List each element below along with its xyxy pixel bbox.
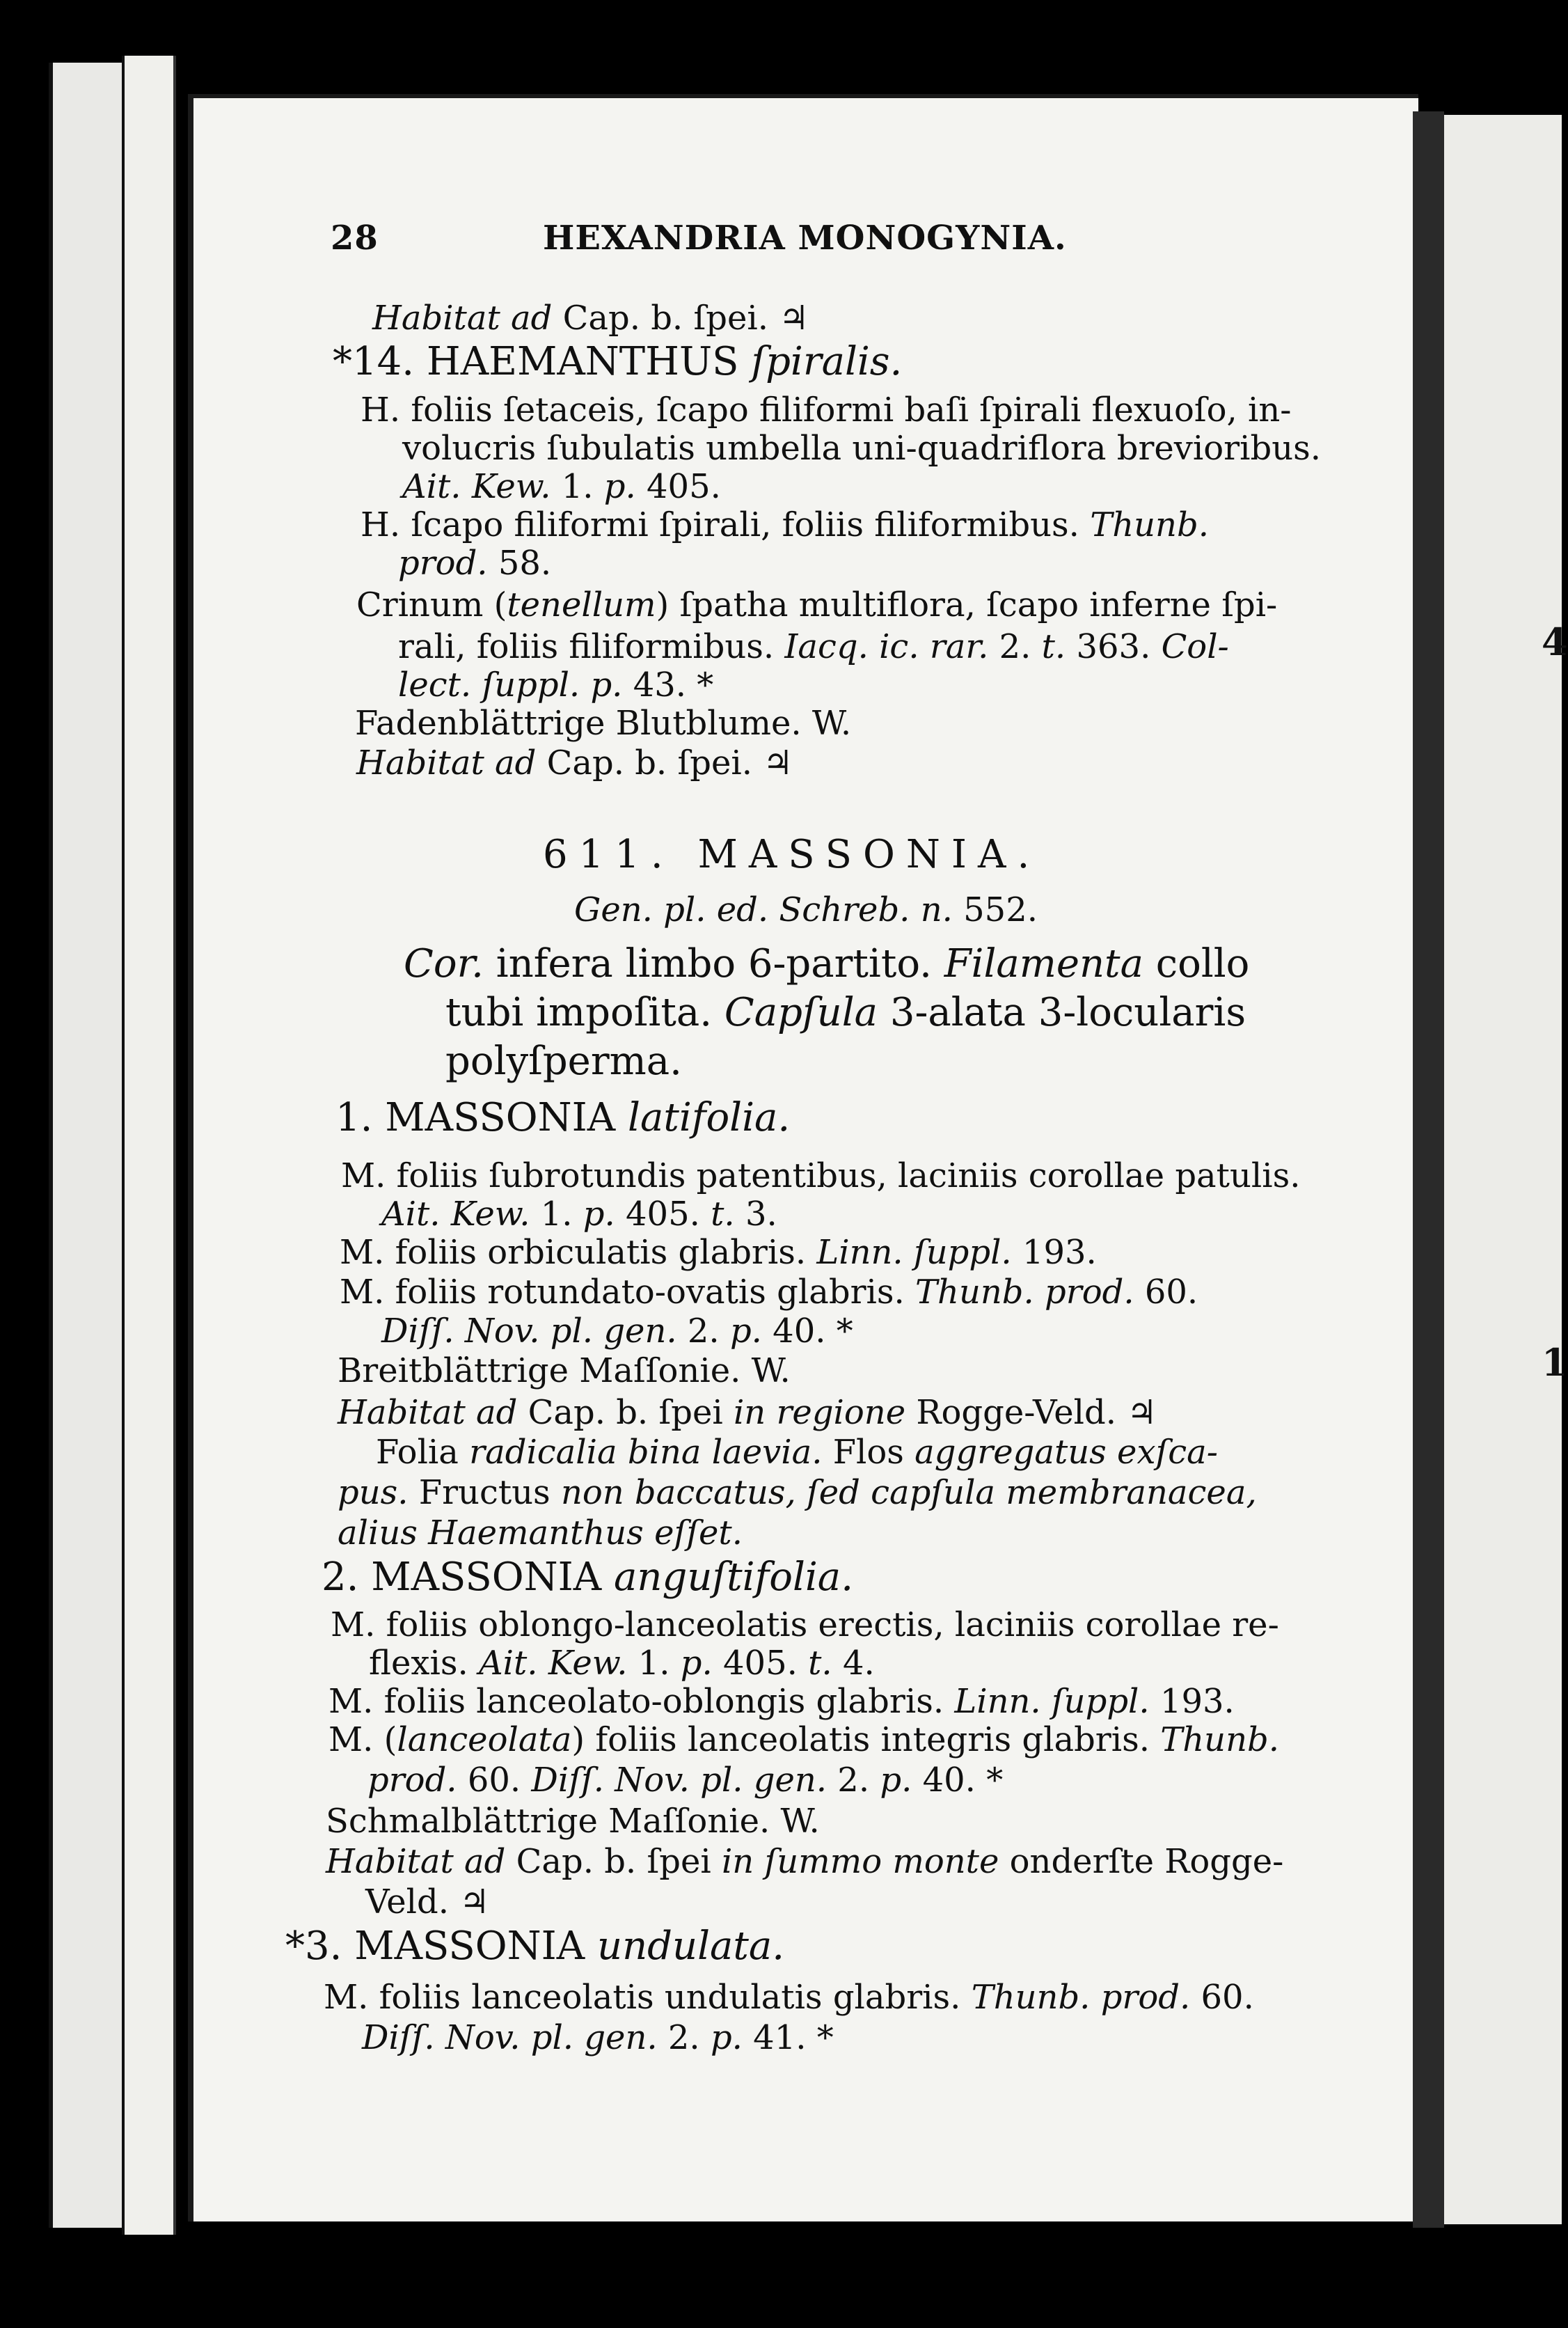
roman-run: Crinum ( <box>356 585 507 624</box>
roman-run: Fadenblättrige Blutblume. W. <box>355 704 852 743</box>
roman-run: rali, foliis filiformibus. <box>398 627 785 666</box>
text-line <box>398 544 552 583</box>
species-heading <box>322 1555 853 1600</box>
text-line <box>328 1682 1235 1721</box>
italic-run: Thunb. prod. <box>971 1978 1191 2017</box>
italic-run: p. <box>710 2018 743 2057</box>
roman-run: Cap. b. ſpei. ♃ <box>536 744 793 782</box>
italic-run: Thunb. <box>1090 505 1209 544</box>
italic-run: Linn. ſuppl. <box>954 1682 1150 1721</box>
roman-run: 43. * <box>622 666 714 705</box>
genus-reference <box>574 890 1038 929</box>
roman-run: Rogge-Veld. ♃ <box>905 1393 1157 1432</box>
italic-run: p. <box>603 467 636 506</box>
italic-run: Iacq. ic. rar. <box>784 627 989 666</box>
roman-run: 2. MASSONIA <box>322 1555 615 1600</box>
italic-run: Habitat ad <box>372 299 553 338</box>
text-line <box>361 391 1292 430</box>
italic-run: Ait. Kew. <box>479 1644 628 1683</box>
genus-character <box>445 990 1246 1035</box>
roman-run: 611. MASSONIA. <box>543 832 1041 877</box>
italic-run: alius Haemanthus eſſet. <box>338 1513 743 1552</box>
roman-run: 60. <box>1134 1273 1198 1312</box>
text-line <box>367 1761 1004 1800</box>
italic-run: Cor. <box>404 941 484 986</box>
roman-run: 58. <box>487 544 552 583</box>
roman-run: M. foliis rotundato-ovatis glabris. <box>340 1273 916 1312</box>
italic-run: p. <box>680 1644 713 1683</box>
italic-run: Habitat ad <box>326 1842 506 1881</box>
roman-run: 405. <box>635 467 721 506</box>
roman-run: ) foliis lanceolatis integris glabris. <box>571 1720 1161 1759</box>
species-heading <box>333 339 903 384</box>
roman-run: 2. <box>657 2018 711 2057</box>
italic-run: prod. <box>398 544 488 583</box>
text-line <box>365 1882 490 1921</box>
text-line <box>340 1233 1097 1272</box>
text-line <box>356 746 793 780</box>
roman-run: 1. <box>627 1644 681 1683</box>
roman-run: M. ( <box>328 1720 397 1759</box>
text-line <box>338 1513 743 1552</box>
roman-run: 2. <box>827 1761 880 1800</box>
roman-run: M. foliis oblongo-lanceolatis erectis, laciniis corollae re- <box>331 1605 1279 1644</box>
italic-run: Habitat ad <box>338 1393 518 1432</box>
italic-run: Diſſ. Nov. pl. gen. <box>381 1312 677 1351</box>
italic-run: Gen. pl. ed. Schreb. n. <box>574 890 953 929</box>
italic-run: Capſula <box>724 990 878 1035</box>
text-line <box>338 1393 1157 1432</box>
italic-run: latifolia. <box>628 1095 791 1140</box>
roman-run: *3. MASSONIA <box>285 1924 598 1969</box>
roman-run: M. foliis ſubrotundis patentibus, laciniis corollae patulis. <box>341 1156 1301 1195</box>
roman-run: flexis. <box>369 1644 479 1683</box>
roman-run: 193. <box>1149 1682 1235 1721</box>
roman-run: ) ſpatha multiflora, ſcapo inferne ſpi- <box>656 585 1278 624</box>
italic-run: p. <box>880 1761 912 1800</box>
italic-run: Ait. Kew. <box>381 1195 530 1234</box>
roman-run: onderſte Rogge- <box>999 1842 1284 1881</box>
running-title: HEXANDRIA MONOGYNIA. <box>543 219 1067 258</box>
roman-run: volucris ſubulatis umbella uni-quadriflora brevioribus. <box>402 429 1321 468</box>
roman-run: M. foliis orbiculatis glabris. <box>340 1233 817 1272</box>
text-line <box>398 666 714 705</box>
text-line <box>398 627 1229 666</box>
text-line <box>338 1351 791 1390</box>
roman-run: Veld. ♃ <box>365 1882 490 1921</box>
text-line <box>331 1605 1279 1644</box>
roman-run: 4. <box>832 1644 875 1683</box>
text-line <box>326 1842 1284 1881</box>
roman-run: Schmalblättrige Maſſonie. W. <box>326 1802 820 1841</box>
roman-run: H. ſcapo filiformi ſpirali, foliis filiformibus. <box>361 505 1091 544</box>
italic-run: aggregatus exſca- <box>914 1433 1218 1472</box>
italic-run: Thunb. <box>1160 1720 1279 1759</box>
italic-run: Linn. ſuppl. <box>816 1233 1012 1272</box>
text-line <box>338 1473 1257 1512</box>
text-line <box>324 1978 1254 2017</box>
roman-run: 2. <box>676 1312 730 1351</box>
roman-run: Breitblättrige Maſſonie. W. <box>338 1351 791 1390</box>
roman-run: H. foliis ſetaceis, ſcapo filiformi baſi ſpirali flexuoſo, in- <box>361 391 1292 430</box>
roman-run: 405. <box>712 1644 809 1683</box>
roman-run: M. foliis lanceolato-oblongis glabris. <box>328 1682 955 1721</box>
genus-character <box>445 1039 682 1084</box>
text-line <box>355 704 852 743</box>
roman-run: 2. <box>988 627 1042 666</box>
italic-run: pus. <box>338 1473 409 1512</box>
text-line <box>326 1802 820 1841</box>
roman-run: 60. <box>1190 1978 1254 2017</box>
italic-run: lect. ſuppl. p. <box>398 666 623 705</box>
roman-run: infera limbo 6-partito. <box>483 941 944 986</box>
roman-run: 363. <box>1066 627 1162 666</box>
roman-run: Cap. b. ſpei <box>517 1393 734 1432</box>
roman-run: 3-alata 3-locularis <box>878 990 1246 1035</box>
text-line <box>341 1156 1301 1195</box>
genus-heading <box>543 832 1041 877</box>
italic-run: lanceolata <box>397 1720 572 1759</box>
roman-run: *14. HAEMANTHUS <box>333 339 752 384</box>
italic-run: in ſummo monte <box>721 1842 999 1881</box>
text-line <box>356 585 1278 624</box>
italic-run: p. <box>729 1312 762 1351</box>
italic-run: Filamenta <box>944 941 1143 986</box>
roman-run: 60. <box>457 1761 532 1800</box>
italic-run: Thunb. prod. <box>915 1273 1134 1312</box>
text-line <box>369 1644 875 1683</box>
roman-run: 41. * <box>742 2018 834 2057</box>
italic-run: Col- <box>1161 627 1229 666</box>
roman-run: 552. <box>952 890 1038 929</box>
roman-run: tubi impoſita. <box>445 990 724 1035</box>
italic-run: ſpiralis. <box>751 339 903 384</box>
roman-run: Folia <box>376 1433 470 1472</box>
text-line <box>381 1312 853 1351</box>
roman-run: 1. <box>551 467 604 506</box>
text-line <box>402 467 721 506</box>
italic-run: t. <box>808 1644 832 1683</box>
roman-run: collo <box>1143 941 1250 986</box>
roman-run: M. foliis lanceolatis undulatis glabris. <box>324 1978 972 2017</box>
italic-run: Ait. Kew. <box>402 467 551 506</box>
italic-run: p. <box>583 1195 615 1234</box>
text-line <box>340 1273 1198 1312</box>
text-line <box>376 1433 1218 1472</box>
roman-run: 405. <box>615 1195 711 1234</box>
italic-run: anguſtifolia. <box>614 1555 853 1600</box>
italic-run: in regione <box>733 1393 906 1432</box>
roman-run: 3. <box>734 1195 777 1234</box>
italic-run: Diſſ. Nov. pl. gen. <box>531 1761 827 1800</box>
italic-run: tenellum <box>507 585 656 624</box>
italic-run: undulata. <box>597 1924 785 1969</box>
species-heading <box>285 1924 785 1969</box>
italic-run: t. <box>711 1195 735 1234</box>
roman-run: 1. <box>530 1195 583 1234</box>
facing-page-fragment: 4 <box>1542 620 1568 664</box>
italic-run: non baccatus, ſed capſula membranacea, <box>560 1473 1257 1512</box>
roman-run: 40. * <box>761 1312 853 1351</box>
genus-character <box>404 941 1250 986</box>
text-line <box>328 1720 1279 1759</box>
page-number: 28 <box>331 219 379 258</box>
italic-run: radicalia bina laevia. <box>469 1433 823 1472</box>
text-line <box>372 299 809 338</box>
text-line <box>361 505 1209 544</box>
italic-run: prod. <box>367 1761 457 1800</box>
roman-run: 193. <box>1011 1233 1097 1272</box>
facing-page-fragment: 1 <box>1542 1340 1568 1385</box>
text-line <box>362 2018 834 2057</box>
species-heading <box>335 1095 791 1140</box>
roman-run: polyſperma. <box>445 1039 682 1084</box>
italic-run: Habitat ad <box>356 744 537 782</box>
roman-run: Cap. b. ſpei. ♃ <box>552 299 809 338</box>
roman-run: 40. * <box>912 1761 1004 1800</box>
italic-run: Diſſ. Nov. pl. gen. <box>362 2018 658 2057</box>
roman-run: Cap. b. ſpei <box>505 1842 722 1881</box>
roman-run: Fructus <box>408 1473 561 1512</box>
text-line <box>381 1195 777 1234</box>
text-line <box>402 429 1321 468</box>
roman-run: Flos <box>822 1433 915 1472</box>
roman-run: 1. MASSONIA <box>335 1095 628 1140</box>
italic-run: t. <box>1041 627 1066 666</box>
